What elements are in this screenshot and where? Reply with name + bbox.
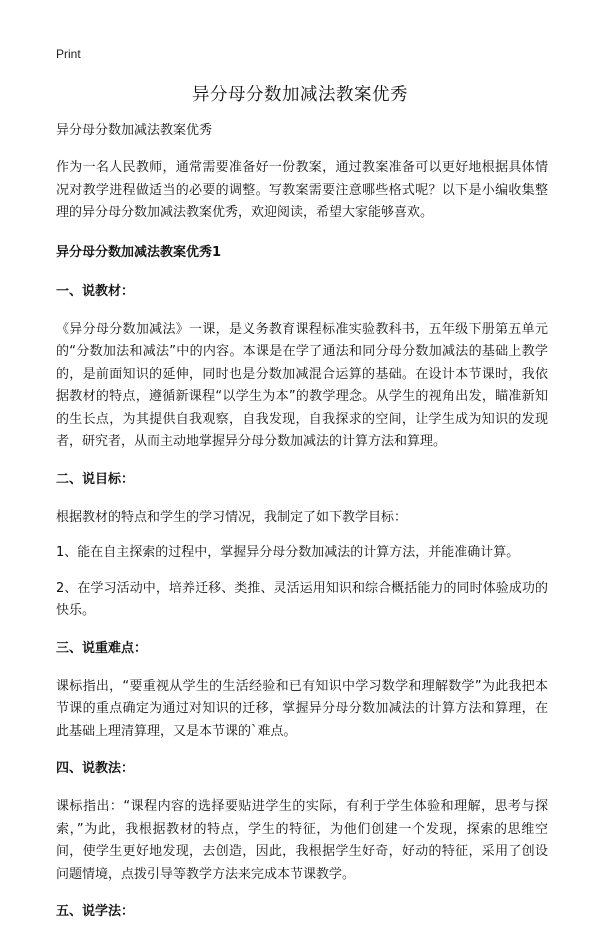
section-title: 异分母分数加减法教案优秀1 (56, 244, 222, 260)
paragraph-key-points: 课标指出，“要重视从学生的生活经验和已有知识中学习数学和理解数学”为此我把本节课的重点确定为通过对知识的迁移，掌握异分母分数加减法的计算方法和算理，在此基础上理清算理，又是本节课的`难点。 (56, 678, 548, 739)
heading-teaching-method: 四、说教法： (56, 761, 135, 776)
paragraph-objective-2: 2、在学习活动中，培养迁移、类推、灵活运用知识和综合概括能力的同时体验成功的快乐。 (56, 580, 548, 618)
page-title: 异分母分数加减法教案优秀 (192, 85, 408, 105)
paragraph-teaching-material: 《异分母分数加减法》一课，是义务教育课程标准实验教科书，五年级下册第五单元的“分数加法和减法”中的内容。本课是在学了通法和同分母分数加减法的基础上教学的，是前面知识的延伸，同时也是分数加减混合运算的基础。在设计本节课时，我依据教材的特点，遵循新课程“以学生为本”的教学理念。从学生的视角出发，瞄准新知的生长点，为其提供自我观察，自我发现，自我探求的空间，让学生成为知识的发现者，研究者，从而主动地掌握异分母分数加减法的计算方法和算理。 (56, 321, 548, 449)
paragraph-objectives-intro: 根据教材的特点和学生的学习情况，我制定了如下教学目标： (56, 509, 408, 525)
document-content (56, 120, 548, 939)
paragraph-teaching-method: 课标指出：“课程内容的选择要贴进学生的实际，有利于学生体验和理解，思考与探索，”为此，我根据教材的特点，学生的特征，为他们创建一个发现，探索的思维空间，使学生更好地发现，去创造，因此，我根据学生好奇，好动的特征，采用了创设问题情境，点拨引导等教学方法来完成本节课教学。 (56, 799, 548, 882)
paragraph-objective-1: 1、能在自主探索的过程中，掌握异分母分数加减法的计算方法，并能准确计算。 (56, 545, 520, 560)
intro-paragraph: 作为一名人民教师，通常需要准备好一份教案，通过教案准备可以更好地根据具体情况对教学进程做适当的必要的调整。写教案需要注意哪些格式呢？以下是小编收集整理的异分母分数加减法教案优秀，欢迎阅读，希望大家能够喜欢。 (56, 160, 548, 220)
heading-key-points: 三、说重难点： (56, 640, 148, 656)
heading-teaching-material: 一、说教材： (56, 283, 135, 299)
heading-objectives: 二、说目标： (56, 471, 135, 487)
heading-learning-method: 五、说学法： (56, 904, 135, 919)
document-subtitle: 异分母分数加减法教案优秀 (56, 123, 213, 138)
print-link[interactable]: Print (56, 47, 81, 61)
